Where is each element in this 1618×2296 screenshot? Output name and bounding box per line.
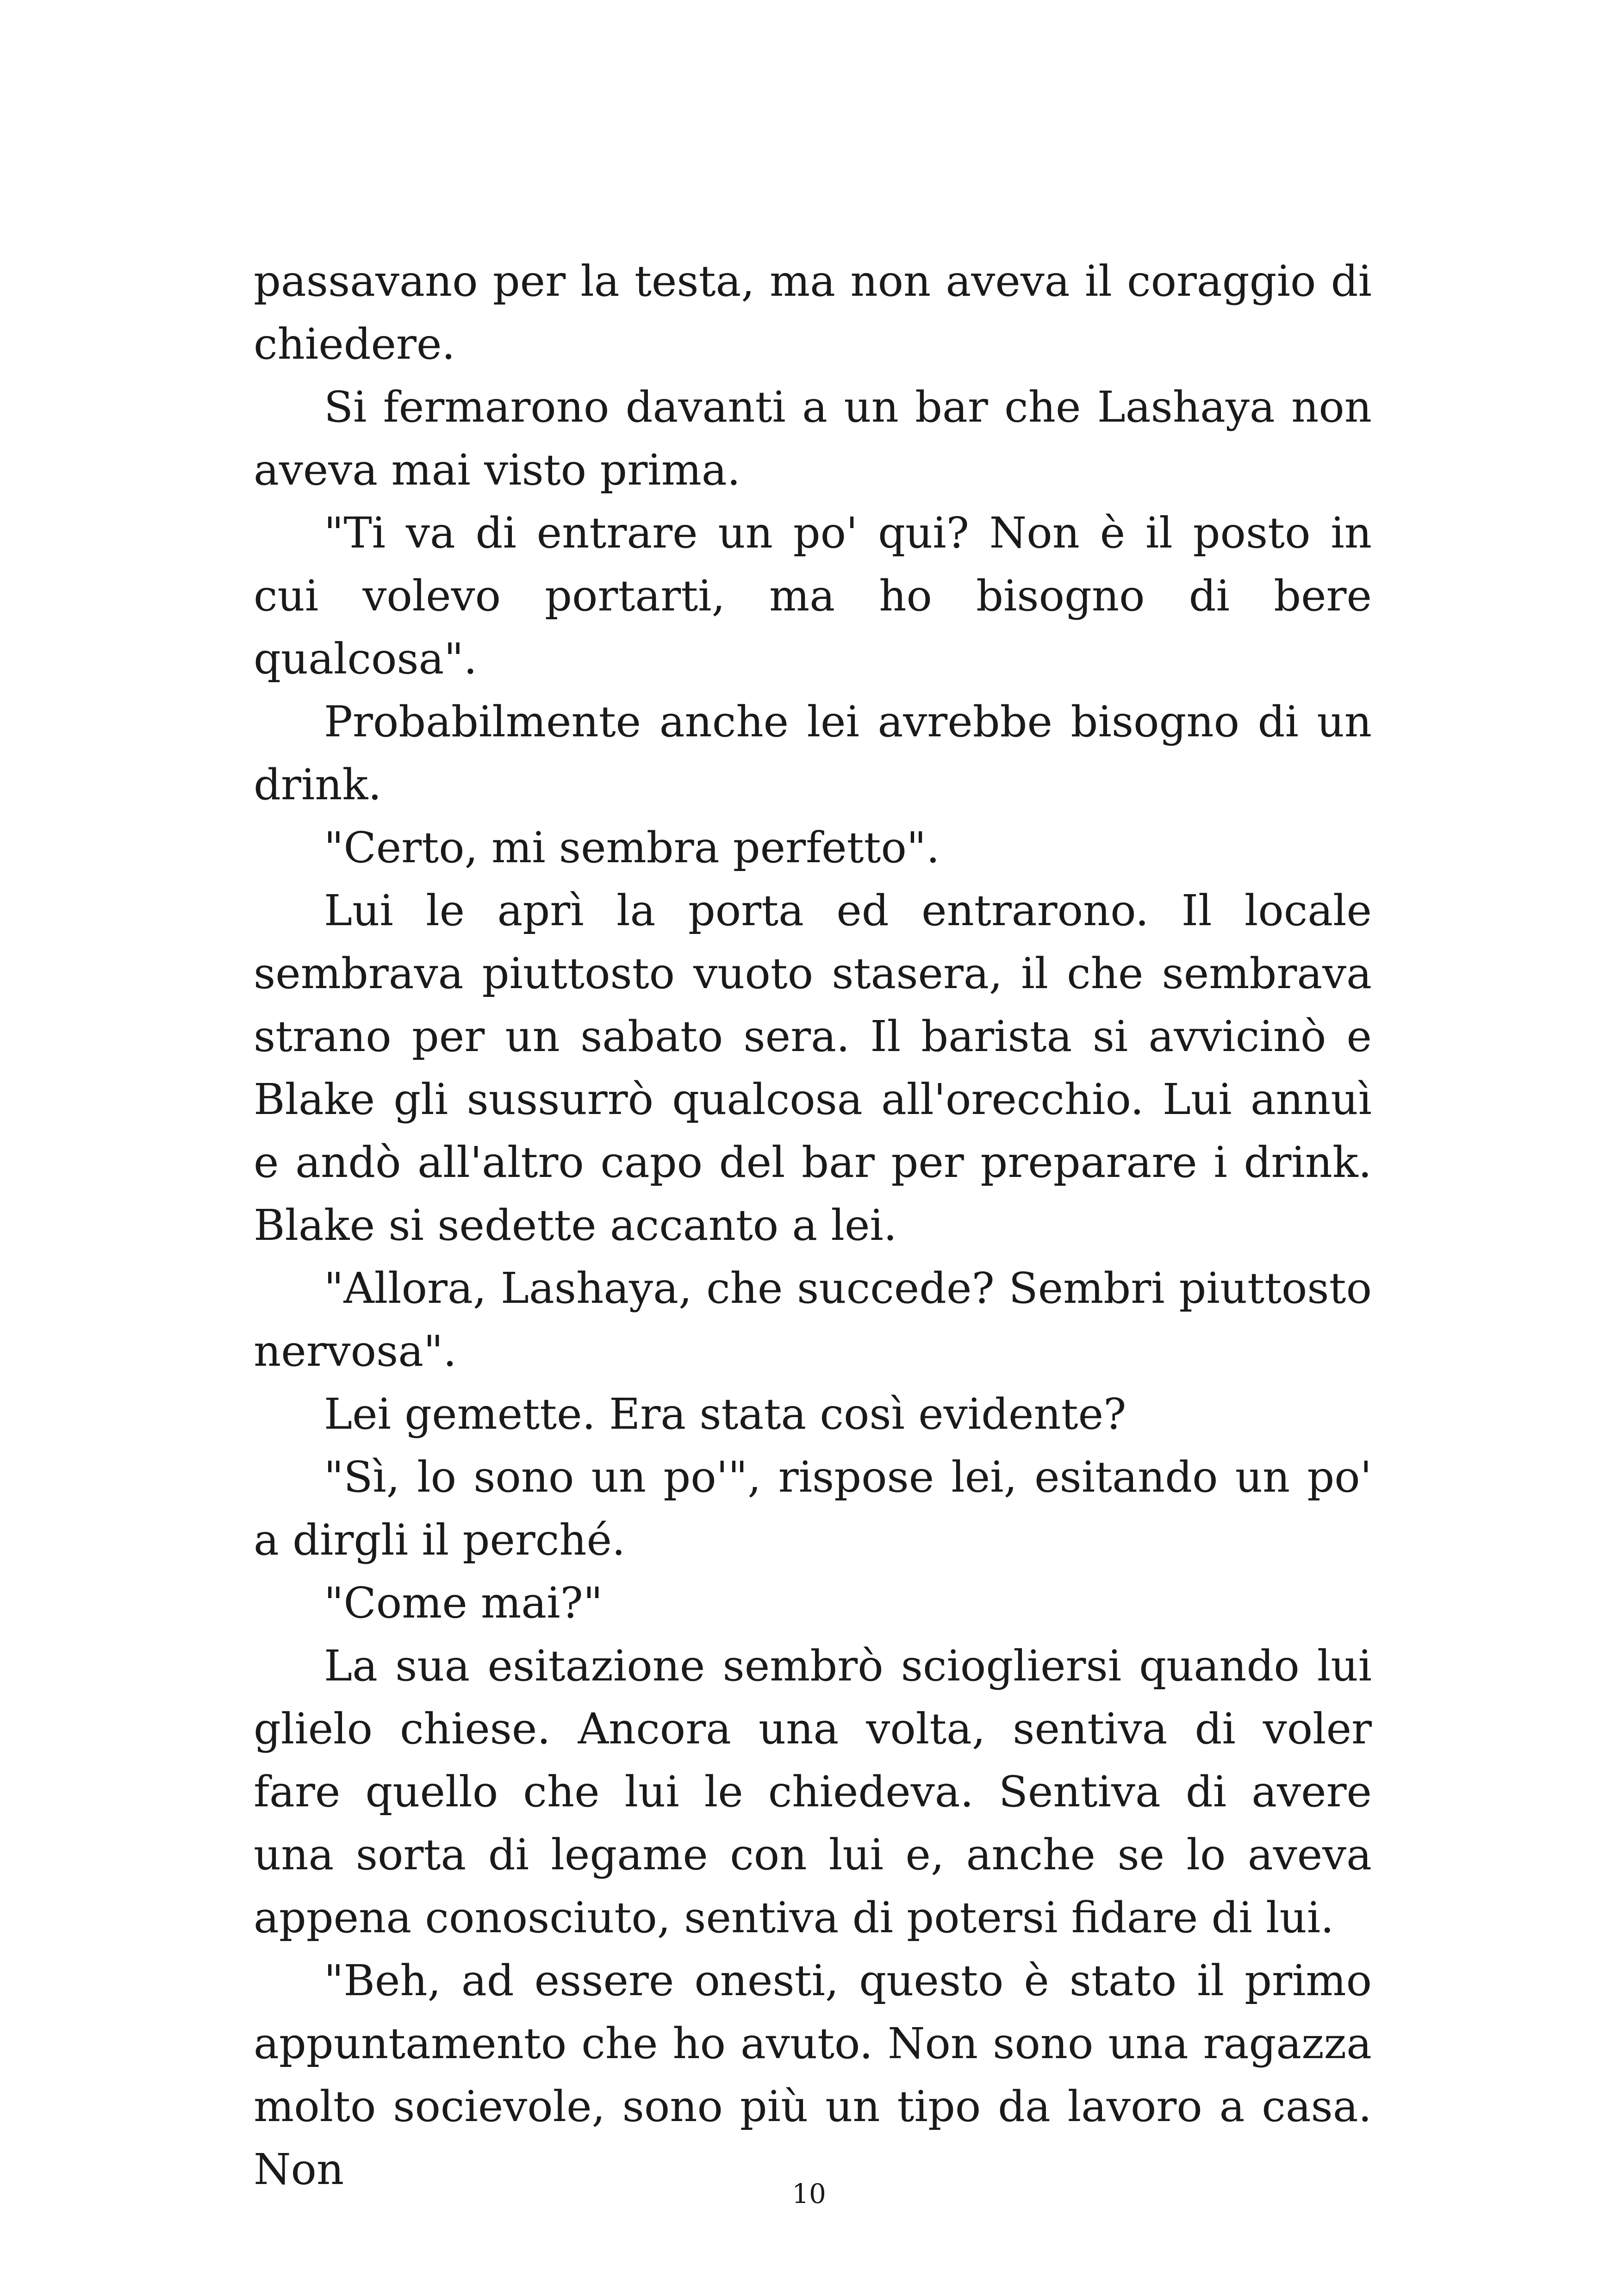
body-text xyxy=(254,250,1372,2201)
paragraph: "Beh, ad essere onesti, questo è stato il primo appuntamento che ho avuto. Non sono una ragazza molto socievole, sono più un tipo da lavoro a casa. Non xyxy=(254,1956,1372,2194)
paragraph: Lui le aprì la porta ed entrarono. Il locale sembrava piuttosto vuoto stasera, il che sembrava strano per un sabato sera. Il barista si avvicinò e Blake gli sussurrò qualcosa all'orecchio. Lui annuì e andò all'altro capo del bar per preparare i drink. Blake si sedette accanto a lei. xyxy=(254,886,1372,1250)
paragraph: Probabilmente anche lei avrebbe bisogno di un drink. xyxy=(254,697,1372,809)
paragraph: "Ti va di entrare un po' qui? Non è il posto in cui volevo portarti, ma ho bisogno di bere qualcosa". xyxy=(254,508,1372,684)
paragraph: Si fermarono davanti a un bar che Lashaya non aveva mai visto prima. xyxy=(254,382,1372,495)
paragraph: "Certo, mi sembra perfetto". xyxy=(324,823,940,872)
paragraph: La sua esitazione sembrò sciogliersi quando lui glielo chiese. Ancora una volta, sentiva di voler fare quello che lui le chiedeva. Sentiva di avere una sorta di legame con lui e, anche se lo aveva appena conosciuto, sentiva di potersi fidare di lui. xyxy=(254,1641,1372,1942)
page-number: 10 xyxy=(792,2178,826,2209)
paragraph: passavano per la testa, ma non aveva il coraggio di chiedere. xyxy=(254,256,1372,369)
paragraph: Lei gemette. Era stata così evidente? xyxy=(324,1389,1126,1439)
paragraph: "Come mai?" xyxy=(324,1578,603,1628)
paragraph: "Allora, Lashaya, che succede? Sembri piuttosto nervosa". xyxy=(254,1263,1372,1376)
paragraph: "Sì, lo sono un po'", rispose lei, esitando un po' a dirgli il perché. xyxy=(254,1452,1372,1565)
